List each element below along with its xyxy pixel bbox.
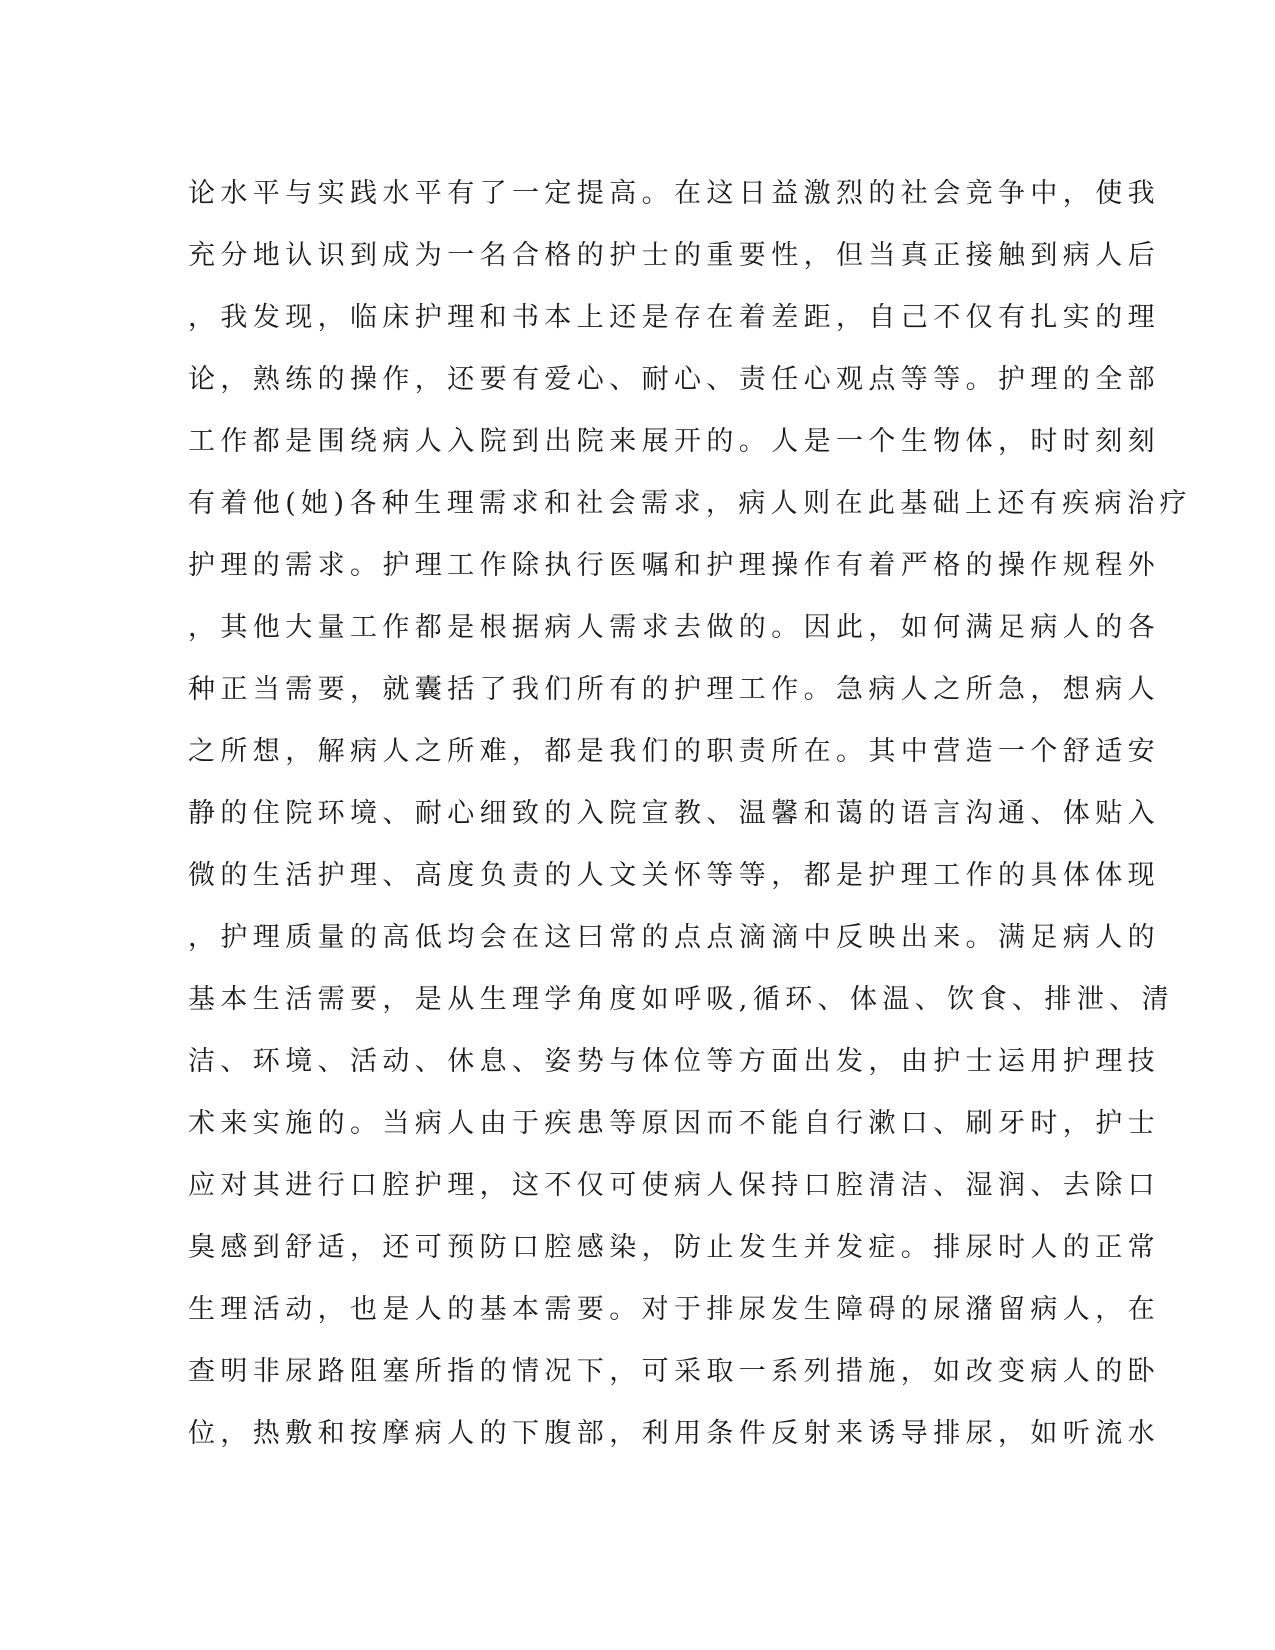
text-line: 静的住院环境、耐心细致的入院宣教、温馨和蔼的语言沟通、体贴入	[188, 798, 1160, 829]
text-line: 论水平与实践水平有了一定提高。在这日益激烈的社会竞争中，使我	[188, 178, 1160, 209]
text-line: 工作都是围绕病人入院到出院来展开的。人是一个生物体，时时刻刻	[188, 426, 1160, 457]
text-line: 种正当需要，就囊括了我们所有的护理工作。急病人之所急，想病人	[188, 674, 1160, 705]
text-line: 术来实施的。当病人由于疾患等原因而不能自行漱口、刷牙时，护士	[188, 1108, 1160, 1139]
text-line: 查明非尿路阻塞所指的情况下，可采取一系列措施，如改变病人的卧	[188, 1356, 1160, 1387]
text-line: 臭感到舒适，还可预防口腔感染，防止发生并发症。排尿时人的正常	[188, 1232, 1160, 1263]
text-line: 微的生活护理、高度负责的人文关怀等等，都是护理工作的具体体现	[188, 860, 1160, 891]
text-line: 位，热敷和按摩病人的下腹部，利用条件反射来诱导排尿，如听流水	[188, 1418, 1160, 1449]
text-line: 护理的需求。护理工作除执行医嘱和护理操作有着严格的操作规程外	[188, 550, 1160, 581]
text-line: 论，熟练的操作，还要有爱心、耐心、责任心观点等等。护理的全部	[188, 364, 1160, 395]
body-text	[188, 163, 1192, 1465]
text-line: ，我发现，临床护理和书本上还是存在着差距，自己不仅有扎实的理	[188, 302, 1160, 333]
text-line: 应对其进行口腔护理，这不仅可使病人保持口腔清洁、湿润、去除口	[188, 1170, 1160, 1201]
text-line: ，其他大量工作都是根据病人需求去做的。因此，如何满足病人的各	[188, 612, 1160, 643]
text-line: 洁、环境、活动、休息、姿势与体位等方面出发，由护士运用护理技	[188, 1046, 1160, 1077]
text-line: 基本生活需要，是从生理学角度如呼吸,循环、体温、饮食、排泄、清	[188, 984, 1174, 1015]
text-line: 生理活动，也是人的基本需要。对于排尿发生障碍的尿潴留病人，在	[188, 1294, 1160, 1325]
text-line: 充分地认识到成为一名合格的护士的重要性，但当真正接触到病人后	[188, 240, 1160, 271]
text-line: 有着他(她)各种生理需求和社会需求，病人则在此基础上还有疾病治疗	[188, 488, 1192, 519]
text-line: ，护理质量的高低均会在这曰常的点点滴滴中反映出来。满足病人的	[188, 922, 1160, 953]
text-line: 之所想，解病人之所难，都是我们的职责所在。其中营造一个舒适安	[188, 736, 1160, 767]
